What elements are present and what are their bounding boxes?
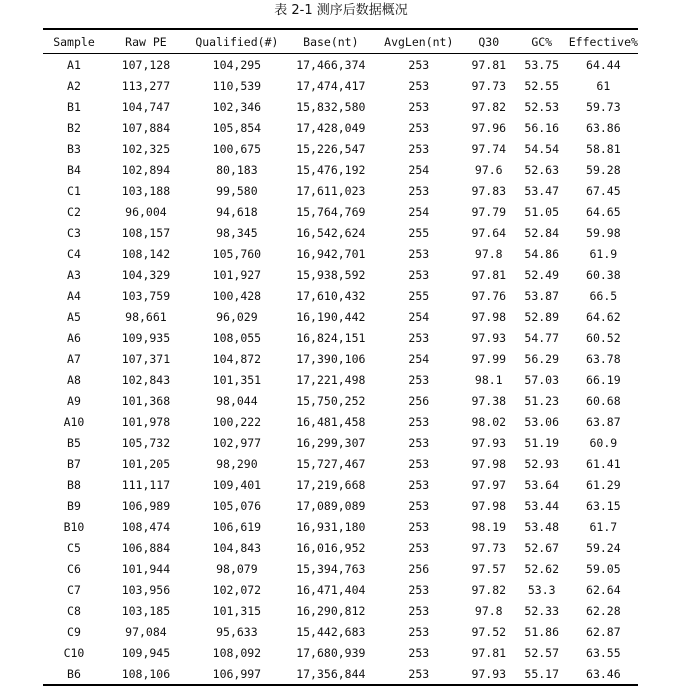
table-row (43, 243, 638, 264)
value-cell: 101,944 (121, 561, 171, 576)
value-cell: 107,884 (121, 120, 171, 135)
sample-cell: B1 (67, 99, 81, 114)
column-header: GC% (515, 29, 569, 54)
value-cell: 97.93 (471, 330, 507, 345)
value-cell: 97.52 (471, 624, 507, 639)
value-cell: 52.55 (524, 78, 560, 93)
value-cell: 17,089,089 (296, 498, 366, 513)
table-caption: 表 2-1 测序后数据概况 (274, 3, 408, 18)
value-cell: 97.79 (471, 204, 507, 219)
value-cell: 52.89 (524, 309, 560, 324)
value-cell: 67.45 (586, 183, 621, 198)
sample-cell: B10 (63, 519, 85, 534)
value-cell: 16,290,812 (296, 603, 366, 618)
value-cell: 253 (408, 372, 430, 387)
sample-cell: B7 (67, 456, 81, 471)
value-cell: 101,927 (212, 267, 262, 282)
table-row (43, 495, 638, 516)
value-cell: 253 (408, 477, 430, 492)
value-cell: 96,004 (125, 204, 167, 219)
value-cell: 58.81 (586, 141, 621, 156)
value-cell: 66.5 (589, 288, 618, 303)
column-header: Qualified(#) (187, 29, 287, 54)
value-cell: 54.77 (524, 330, 560, 345)
sample-cell: A10 (63, 414, 85, 429)
value-cell: 97.8 (474, 603, 503, 618)
value-cell: 98,345 (216, 225, 258, 240)
value-cell: 97.97 (471, 477, 507, 492)
value-cell: 107,371 (121, 351, 171, 366)
value-cell: 102,843 (121, 372, 171, 387)
value-cell: 52.57 (524, 645, 560, 660)
value-cell: 15,764,769 (296, 204, 366, 219)
value-cell: 51.05 (524, 204, 560, 219)
value-cell: 17,428,049 (296, 120, 366, 135)
value-cell: 15,394,763 (296, 561, 366, 576)
value-cell: 106,997 (187, 663, 287, 685)
sample-cell: C9 (67, 624, 81, 639)
table-row (43, 537, 638, 558)
column-header: Sample (43, 29, 105, 54)
value-cell: 63.87 (586, 414, 621, 429)
table-row (43, 201, 638, 222)
value-cell: 53.48 (524, 519, 560, 534)
value-cell: 97.83 (471, 183, 507, 198)
table-row (43, 558, 638, 579)
value-cell: 101,978 (121, 414, 171, 429)
value-cell: 253 (408, 435, 430, 450)
value-cell: 97.73 (471, 540, 507, 555)
sample-cell: B8 (67, 477, 81, 492)
value-cell: 63.78 (586, 351, 621, 366)
table-row (43, 474, 638, 495)
sample-cell: B6 (43, 663, 105, 685)
value-cell: 104,843 (212, 540, 262, 555)
value-cell: 108,055 (212, 330, 262, 345)
value-cell: 97.38 (471, 393, 507, 408)
table-row (43, 54, 638, 76)
header-row (43, 29, 638, 54)
sample-cell: C4 (67, 246, 81, 261)
value-cell: 104,329 (121, 267, 171, 282)
table-body (43, 54, 638, 686)
value-cell: 94,618 (216, 204, 258, 219)
value-cell: 17,466,374 (296, 57, 366, 72)
value-cell: 15,226,547 (296, 141, 366, 156)
sample-cell: C8 (67, 603, 81, 618)
value-cell: 15,832,580 (296, 99, 366, 114)
value-cell: 256 (408, 393, 430, 408)
value-cell: 16,471,404 (296, 582, 366, 597)
value-cell: 17,680,939 (296, 645, 366, 660)
value-cell: 103,185 (121, 603, 171, 618)
sample-cell: C10 (63, 645, 85, 660)
sample-cell: A5 (67, 309, 81, 324)
value-cell: 63.15 (586, 498, 621, 513)
value-cell: 51.86 (524, 624, 560, 639)
value-cell: 97.82 (471, 582, 507, 597)
value-cell: 107,128 (121, 57, 171, 72)
value-cell: 101,315 (212, 603, 262, 618)
value-cell: 17,610,432 (296, 288, 366, 303)
column-header: AvgLen(nt) (375, 29, 463, 54)
value-cell: 16,190,442 (296, 309, 366, 324)
value-cell: 63.86 (586, 120, 621, 135)
value-cell: 106,884 (121, 540, 171, 555)
column-header: Effective% (569, 29, 638, 54)
value-cell: 254 (408, 162, 430, 177)
value-cell: 104,747 (121, 99, 171, 114)
value-cell: 98.02 (471, 414, 507, 429)
table-header (43, 29, 638, 54)
column-header: Raw PE (105, 29, 187, 54)
value-cell: 256 (408, 561, 430, 576)
value-cell: 59.28 (586, 162, 621, 177)
value-cell: 97.81 (471, 267, 507, 282)
value-cell: 253 (408, 57, 430, 72)
value-cell: 97.98 (471, 456, 507, 471)
value-cell: 102,072 (212, 582, 262, 597)
value-cell: 17,474,417 (296, 78, 366, 93)
value-cell: 97,084 (125, 624, 167, 639)
value-cell: 102,894 (121, 162, 171, 177)
value-cell: 97.96 (471, 120, 507, 135)
value-cell: 16,481,458 (296, 414, 366, 429)
value-cell: 253 (408, 540, 430, 555)
table-row (43, 432, 638, 453)
value-cell: 54.86 (524, 246, 560, 261)
table-row (43, 642, 638, 663)
value-cell: 106,989 (121, 498, 171, 513)
value-cell: 98,290 (216, 456, 258, 471)
value-cell: 253 (408, 78, 430, 93)
table-row (43, 348, 638, 369)
value-cell: 62.87 (586, 624, 621, 639)
value-cell: 15,938,592 (296, 267, 366, 282)
sample-cell: B3 (67, 141, 81, 156)
value-cell: 53.06 (524, 414, 560, 429)
sample-cell: A2 (67, 78, 81, 93)
value-cell: 97.82 (471, 99, 507, 114)
value-cell: 97.76 (471, 288, 507, 303)
value-cell: 61.41 (586, 456, 621, 471)
table-row (43, 222, 638, 243)
value-cell: 64.62 (586, 309, 621, 324)
value-cell: 96,029 (216, 309, 258, 324)
value-cell: 97.93 (463, 663, 515, 685)
value-cell: 16,931,180 (296, 519, 366, 534)
value-cell: 253 (408, 246, 430, 261)
value-cell: 102,977 (212, 435, 262, 450)
value-cell: 52.63 (524, 162, 560, 177)
value-cell: 17,219,668 (296, 477, 366, 492)
value-cell: 17,221,498 (296, 372, 366, 387)
value-cell: 253 (408, 645, 430, 660)
value-cell: 17,390,106 (296, 351, 366, 366)
sample-cell: B9 (67, 498, 81, 513)
value-cell: 52.33 (524, 603, 560, 618)
value-cell: 52.62 (524, 561, 560, 576)
value-cell: 108,157 (121, 225, 171, 240)
value-cell: 17,611,023 (296, 183, 366, 198)
value-cell: 16,824,151 (296, 330, 366, 345)
value-cell: 61.29 (586, 477, 621, 492)
value-cell: 57.03 (524, 372, 560, 387)
value-cell: 103,956 (121, 582, 171, 597)
table-row (43, 96, 638, 117)
sample-cell: A6 (67, 330, 81, 345)
value-cell: 61 (596, 78, 611, 93)
value-cell: 63.55 (586, 645, 621, 660)
sample-cell: C1 (67, 183, 81, 198)
value-cell: 105,732 (121, 435, 171, 450)
value-cell: 15,727,467 (296, 456, 366, 471)
value-cell: 253 (408, 414, 430, 429)
value-cell: 254 (408, 351, 430, 366)
value-cell: 254 (408, 309, 430, 324)
value-cell: 98,079 (216, 561, 258, 576)
value-cell: 99,580 (216, 183, 258, 198)
sample-cell: A1 (67, 57, 81, 72)
value-cell: 253 (408, 456, 430, 471)
value-cell: 253 (408, 519, 430, 534)
value-cell: 51.23 (524, 393, 560, 408)
sample-cell: C7 (67, 582, 81, 597)
table-row (43, 138, 638, 159)
value-cell: 60.38 (586, 267, 621, 282)
value-cell: 61.9 (589, 246, 618, 261)
value-cell: 113,277 (121, 78, 171, 93)
value-cell: 111,117 (121, 477, 171, 492)
value-cell: 105,076 (212, 498, 262, 513)
table-row (43, 75, 638, 96)
table-row (43, 264, 638, 285)
value-cell: 53.3 (527, 582, 556, 597)
value-cell: 52.93 (524, 456, 560, 471)
value-cell: 105,854 (212, 120, 262, 135)
value-cell: 52.84 (524, 225, 560, 240)
sample-cell: C3 (67, 225, 81, 240)
column-header: Q30 (463, 29, 515, 54)
column-header: Base(nt) (287, 29, 375, 54)
value-cell: 253 (408, 141, 430, 156)
value-cell: 63.46 (569, 663, 638, 685)
table-row (43, 579, 638, 600)
value-cell: 97.8 (474, 246, 503, 261)
value-cell: 109,945 (121, 645, 171, 660)
value-cell: 56.29 (524, 351, 560, 366)
value-cell: 101,368 (121, 393, 171, 408)
value-cell: 59.98 (586, 225, 621, 240)
table-row (43, 663, 638, 685)
value-cell: 97.64 (471, 225, 507, 240)
table-row (43, 285, 638, 306)
value-cell: 255 (408, 288, 430, 303)
value-cell: 64.44 (586, 57, 621, 72)
value-cell: 53.75 (524, 57, 560, 72)
value-cell: 16,942,701 (296, 246, 366, 261)
value-cell: 52.49 (524, 267, 560, 282)
value-cell: 98,661 (125, 309, 167, 324)
value-cell: 60.9 (589, 435, 618, 450)
value-cell: 97.81 (471, 645, 507, 660)
table-row (43, 306, 638, 327)
table-row (43, 327, 638, 348)
value-cell: 255 (408, 225, 430, 240)
value-cell: 15,750,252 (296, 393, 366, 408)
value-cell: 55.17 (515, 663, 569, 685)
value-cell: 59.05 (586, 561, 621, 576)
table-row (43, 390, 638, 411)
value-cell: 103,759 (121, 288, 171, 303)
value-cell: 100,222 (212, 414, 262, 429)
value-cell: 253 (408, 582, 430, 597)
value-cell: 108,474 (121, 519, 171, 534)
value-cell: 53.64 (524, 477, 560, 492)
value-cell: 98.19 (471, 519, 507, 534)
value-cell: 64.65 (586, 204, 621, 219)
value-cell: 102,346 (212, 99, 262, 114)
sample-cell: A4 (67, 288, 81, 303)
table-row (43, 516, 638, 537)
value-cell: 60.68 (586, 393, 621, 408)
value-cell: 106,619 (212, 519, 262, 534)
value-cell: 16,542,624 (296, 225, 366, 240)
value-cell: 54.54 (524, 141, 560, 156)
value-cell: 253 (408, 624, 430, 639)
value-cell: 56.16 (524, 120, 560, 135)
table-row (43, 600, 638, 621)
value-cell: 104,295 (212, 57, 262, 72)
value-cell: 17,356,844 (287, 663, 375, 685)
value-cell: 109,401 (212, 477, 262, 492)
value-cell: 97.57 (471, 561, 507, 576)
value-cell: 97.98 (471, 498, 507, 513)
value-cell: 59.24 (586, 540, 621, 555)
table-row (43, 453, 638, 474)
sample-cell: A9 (67, 393, 81, 408)
sample-cell: C2 (67, 204, 81, 219)
value-cell: 97.98 (471, 309, 507, 324)
value-cell: 97.99 (471, 351, 507, 366)
table-row (43, 621, 638, 642)
value-cell: 253 (408, 267, 430, 282)
sample-cell: B2 (67, 120, 81, 135)
value-cell: 53.87 (524, 288, 560, 303)
value-cell: 53.47 (524, 183, 560, 198)
sample-cell: C6 (67, 561, 81, 576)
value-cell: 101,351 (212, 372, 262, 387)
value-cell: 108,106 (105, 663, 187, 685)
value-cell: 254 (408, 204, 430, 219)
value-cell: 109,935 (121, 330, 171, 345)
value-cell: 100,675 (212, 141, 262, 156)
table-row (43, 117, 638, 138)
value-cell: 253 (408, 99, 430, 114)
sample-cell: A7 (67, 351, 81, 366)
value-cell: 103,188 (121, 183, 171, 198)
table-row (43, 180, 638, 201)
value-cell: 60.52 (586, 330, 621, 345)
sample-cell: C5 (67, 540, 81, 555)
value-cell: 15,442,683 (296, 624, 366, 639)
table-row (43, 159, 638, 180)
value-cell: 108,092 (212, 645, 262, 660)
value-cell: 16,299,307 (296, 435, 366, 450)
value-cell: 108,142 (121, 246, 171, 261)
value-cell: 52.53 (524, 99, 560, 114)
value-cell: 253 (408, 183, 430, 198)
value-cell: 253 (408, 603, 430, 618)
table-row (43, 369, 638, 390)
value-cell: 53.44 (524, 498, 560, 513)
value-cell: 62.28 (586, 603, 621, 618)
value-cell: 110,539 (212, 78, 262, 93)
value-cell: 253 (408, 498, 430, 513)
value-cell: 100,428 (212, 288, 262, 303)
value-cell: 61.7 (589, 519, 618, 534)
value-cell: 101,205 (121, 456, 171, 471)
value-cell: 51.19 (524, 435, 560, 450)
value-cell: 95,633 (216, 624, 258, 639)
value-cell: 52.67 (524, 540, 560, 555)
value-cell: 102,325 (121, 141, 171, 156)
data-table (43, 28, 638, 686)
sample-cell: A8 (67, 372, 81, 387)
value-cell: 253 (408, 330, 430, 345)
value-cell: 97.93 (471, 435, 507, 450)
value-cell: 253 (375, 663, 463, 685)
value-cell: 98,044 (216, 393, 258, 408)
value-cell: 105,760 (212, 246, 262, 261)
sample-cell: B4 (67, 162, 81, 177)
value-cell: 97.6 (474, 162, 503, 177)
value-cell: 104,872 (212, 351, 262, 366)
table-row (43, 411, 638, 432)
value-cell: 97.81 (471, 57, 507, 72)
sample-cell: A3 (67, 267, 81, 282)
value-cell: 15,476,192 (296, 162, 366, 177)
value-cell: 16,016,952 (296, 540, 366, 555)
value-cell: 80,183 (216, 162, 258, 177)
value-cell: 59.73 (586, 99, 621, 114)
value-cell: 97.74 (471, 141, 507, 156)
value-cell: 66.19 (586, 372, 621, 387)
value-cell: 98.1 (474, 372, 503, 387)
value-cell: 97.73 (471, 78, 507, 93)
value-cell: 62.64 (586, 582, 621, 597)
sample-cell: B5 (67, 435, 81, 450)
value-cell: 253 (408, 120, 430, 135)
